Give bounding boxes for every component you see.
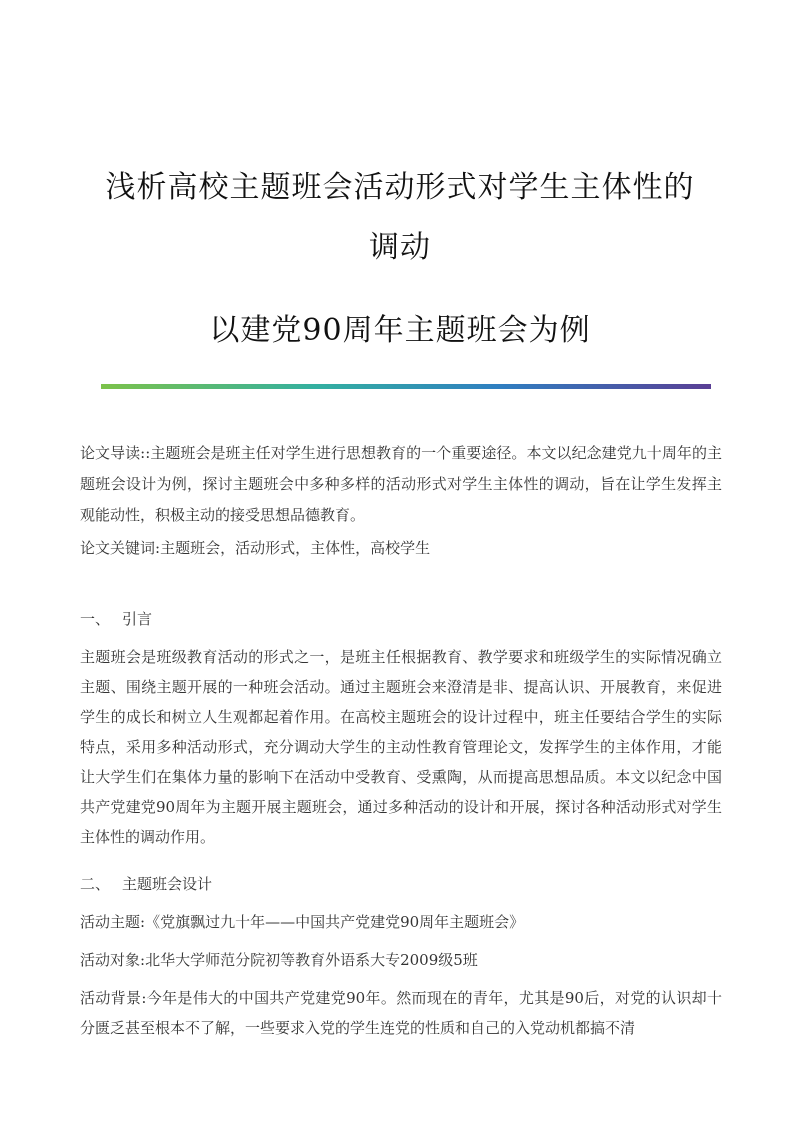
keywords-label: 论文关键词: — [80, 539, 161, 557]
activity-theme-value: 《党旗飘过九十年——中国共产党建党90周年主题班会》 — [145, 913, 525, 931]
title-line-2: 调动 — [369, 230, 431, 265]
activity-background-label: 活动背景: — [80, 989, 147, 1007]
activity-theme-label: 活动主题: — [80, 913, 146, 931]
section-title-2: 主题班会设计 — [122, 875, 213, 893]
intro-paragraph: 主题班会是班级教育活动的形式之一，是班主任根据教育、教学要求和班级学生的实际情况确立主题、围绕主题开展的一种班会活动。通过主题班会来澄清是非、提高认识、开展教育，来促进学生的成长和树立人生观都起着作用。在高校主题班会的设计过程中，班主任要结合学生的实际特点，采用多种活动形式，充分调动大学生的主动性教育管理论文，发挥学生的主体作用，才能让大学生们在集体力量的影响下在活动中受教育、受熏陶，从而提高思想品质。本文以纪念中国共产党建党90周年为主题开展主题班会，通过多种活动的设计和开展，探讨各种活动形式对学生主体性的调动作用。 — [80, 648, 722, 846]
title-line-1: 浅析高校主题班会活动形式对学生主体性的 — [105, 170, 695, 205]
activity-theme — [80, 907, 722, 938]
gradient-divider — [101, 384, 711, 389]
section-heading-2 — [80, 869, 722, 900]
abstract-paragraph — [80, 438, 722, 531]
keywords-text: 主题班会，活动形式，主体性，高校学生 — [160, 539, 431, 557]
section-number-1: 一、 — [80, 610, 111, 628]
activity-background-value: 今年是伟大的中国共产党建党90年。然而现在的青年，尤其是90后，对党的认识却十分匮乏甚至根本不了解，一些要求入党的学生连党的性质和自己的入党动机都搞不清 — [80, 989, 722, 1037]
section-number-2: 二、 — [80, 875, 111, 893]
activity-target-label: 活动对象: — [80, 951, 146, 969]
section-title-1: 引言 — [122, 610, 153, 628]
activity-target — [80, 945, 722, 976]
subtitle: 以建党90周年主题班会为例 — [209, 313, 591, 348]
keywords-paragraph — [80, 533, 722, 564]
section-heading-1 — [80, 604, 722, 635]
abstract-label: 论文导读: — [80, 444, 146, 462]
activity-background — [80, 983, 722, 1043]
abstract-text: :主题班会是班主任对学生进行思想教育的一个重要途径。本文以纪念建党九十周年的主题班会设计为例，探讨主题班会中多种多样的活动形式对学生主体性的调动，旨在让学生发挥主观能动性，积极主动的接受思想品德教育。 — [80, 444, 722, 524]
activity-target-value: 北华大学师范分院初等教育外语系大专2009级5班 — [145, 951, 478, 969]
